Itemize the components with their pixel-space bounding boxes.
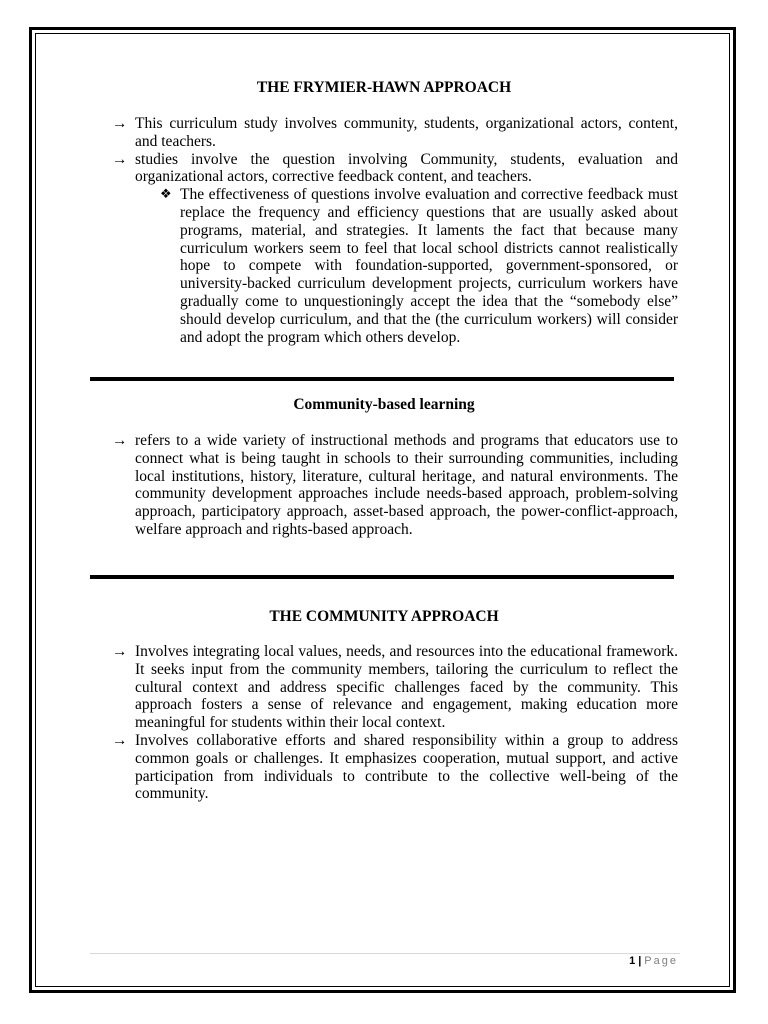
section-divider [90,575,674,579]
section-divider [90,377,674,381]
arrow-bullet-icon: → [112,432,128,449]
bullet-text: refers to a wide variety of instructional methods and programs that educators use to connect what is being taught in schools to their surrounding communities, including local institutions, history, literature, cultural heritage, and natural environments. The community development approaches include needs-based approach, problem-solving approach, participatory approach, asset-based approach, the power-conflict-approach, welfare approach and rights-based approach. [135,432,678,538]
bullet-text: Involves integrating local values, needs, and resources into the educational framework. It seeks input from the community members, tailoring the curriculum to reflect the cultural context and address specific challenges faced by the community. This approach fosters a sense of relevance and engagement, making education more meaningful for students within their local context. [135,643,678,732]
list-item [112,151,678,187]
footer-rule [90,953,680,954]
community-based-learning-heading: Community-based learning [293,396,475,413]
sub-list-item [158,186,678,346]
frymier-hawn-heading: THE FRYMIER-HAWN APPROACH [256,79,512,96]
community-based-learning-list [112,432,678,539]
list-item [112,432,678,539]
arrow-bullet-icon: → [112,643,128,660]
footer-separator: | [638,955,642,967]
diamond-bullet-icon: ❖ [160,187,172,203]
bullet-text: Involves collaborative efforts and shared responsibility within a group to address common goals or challenges. It emphasizes cooperation, mutual support, and active participation from individuals to contribute to the collective well-being of the community. [135,731,678,803]
arrow-bullet-icon: → [112,115,128,132]
arrow-bullet-icon: → [112,150,128,168]
page-label: Page [644,955,678,967]
sub-bullet-text: The effectiveness of questions involve evaluation and corrective feedback must replace the frequency and efficiency questions that are usually asked about programs, material, and strategies. It laments the fact that because many curriculum workers seem to feel that local school districts cannot realistically hope to compete with foundation-supported, government-sponsored, or university-backed curriculum development projects, curriculum workers have gradually come to unquestioningly accept the idea that the “somebody else” should develop curriculum, and that the (the curriculum workers) will consider and adopt the program which others develop. [180,186,678,346]
arrow-bullet-icon: → [112,731,128,749]
page-number: 1 [629,955,636,967]
list-item [112,115,678,151]
community-approach-list [112,643,678,803]
bullet-text: This curriculum study involves community, students, organizational actors, content, and teachers. [135,115,678,150]
list-item [112,732,678,803]
list-item [112,643,678,732]
community-approach-heading: THE COMMUNITY APPROACH [269,608,499,625]
page-footer [629,955,678,967]
frymier-hawn-list [112,115,678,346]
bullet-text: studies involve the question involving Community, students, evaluation and organizational actors, corrective feedback content, and teachers. [135,150,678,186]
